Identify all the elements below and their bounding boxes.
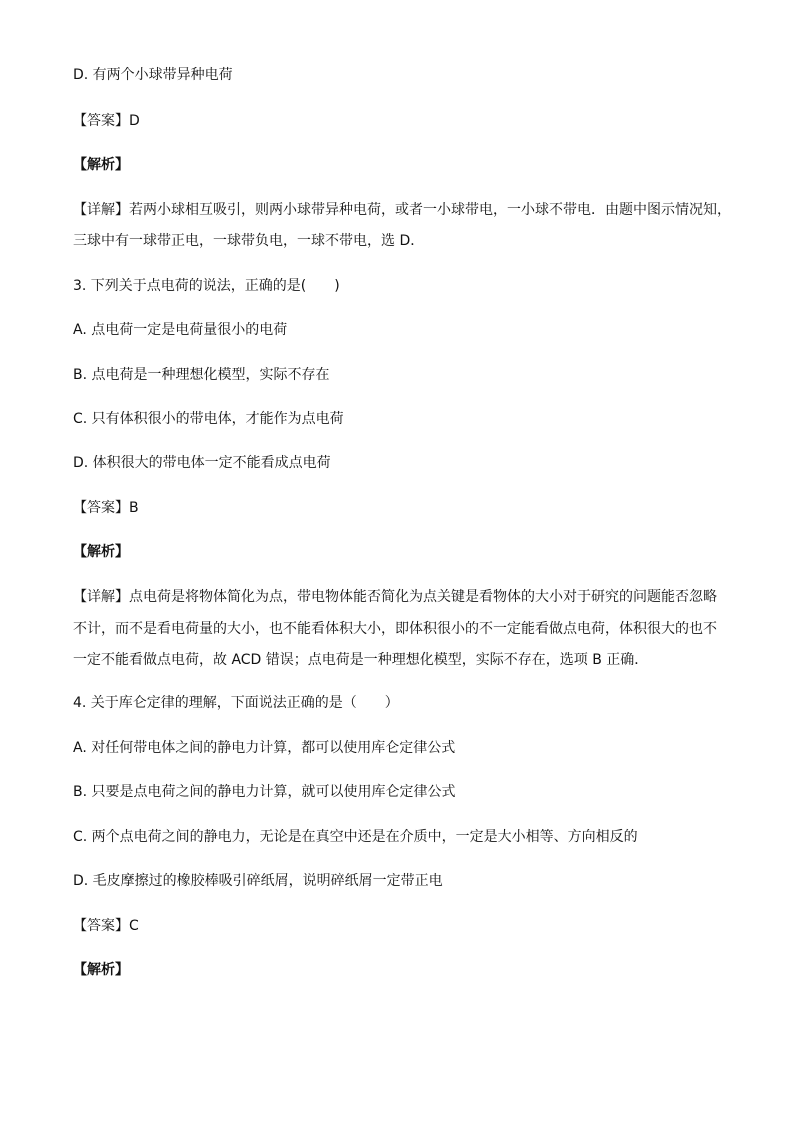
analysis-heading-q3: 【解析】 [73,544,129,560]
answer-q4: 【答案】C [73,918,139,934]
option-b-q4: B. 只要是点电荷之间的静电力计算，就可以使用库仑定律公式 [73,784,456,800]
option-a-q4: A. 对任何带电体之间的静电力计算，都可以使用库仑定律公式 [73,740,456,756]
option-c-q4: C. 两个点电荷之间的静电力，无论是在真空中还是在介质中，一定是大小相等、方向相反的 [73,829,638,845]
detail-q3-line2: 不计，而不是看电荷量的大小，也不能看体积大小，即体积很小的不一定能看做点电荷，体积很大的也不 [73,621,717,637]
detail-q2-line1: 【详解】若两小球相互吸引，则两小球带异种电荷，或者一小球带电，一小球不带电．由题中图示情况知， [73,202,731,218]
option-a-q3: A. 点电荷一定是电荷量很小的电荷 [73,322,288,338]
analysis-heading-q2: 【解析】 [73,157,129,173]
answer-q3: 【答案】B [73,500,139,516]
option-d-q4: D. 毛皮摩擦过的橡胶棒吸引碎纸屑，说明碎纸屑一定带正电 [73,873,443,889]
answer-q2: 【答案】D [73,113,140,129]
option-d-q3: D. 体积很大的带电体一定不能看成点电荷 [73,455,331,471]
detail-q2-line2: 三球中有一球带正电，一球带负电，一球不带电，选 D． [73,233,425,249]
detail-q3-line1: 【详解】点电荷是将物体简化为点，带电物体能否简化为点关键是看物体的大小对于研究的问题能否忽略 [73,589,717,605]
option-b-q3: B. 点电荷是一种理想化模型，实际不存在 [73,367,330,383]
detail-q3-line3: 一定不能看做点电荷，故 ACD 错误；点电荷是一种理想化模型，实际不存在，选项 B 正确． [73,652,649,668]
analysis-heading-q4: 【解析】 [73,962,129,978]
option-d-q2: D. 有两个小球带异种电荷 [73,67,233,83]
question-4: 4. 关于库仑定律的理解，下面说法正确的是（ ） [73,695,399,711]
question-3: 3. 下列关于点电荷的说法，正确的是( ) [73,278,340,294]
option-c-q3: C. 只有体积很小的带电体，才能作为点电荷 [73,411,344,427]
